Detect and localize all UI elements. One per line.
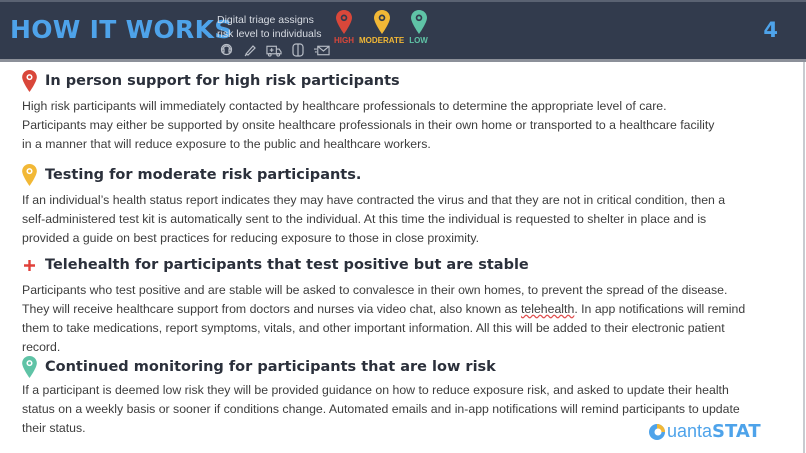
quantastat-logo: [647, 421, 761, 442]
legend-label-high: HIGH: [334, 36, 354, 45]
triage-line-1: Digital triage assigns: [217, 14, 314, 26]
section-title: In person support for high risk participants: [45, 73, 400, 89]
legend-label-low: LOW: [409, 36, 428, 45]
email-icon: [314, 43, 330, 57]
section-high-risk-body: [22, 97, 802, 154]
body-line: them to take medications, report symptoms, vitals, and other important information. All this will be added to their electronic patient: [22, 321, 725, 335]
risk-legend: [334, 10, 428, 45]
medical-cross-icon: [22, 258, 37, 273]
pin-moderate-icon: [374, 10, 390, 34]
body-line: in a manner that will reduce exposure to the public and healthcare workers.: [22, 137, 431, 151]
pin-moderate-icon: [22, 164, 37, 186]
section-title: Continued monitoring for participants that are low risk: [45, 359, 496, 375]
section-title: Testing for moderate risk participants.: [45, 167, 362, 183]
body-line: [22, 300, 802, 319]
telehealth-term: telehealth: [520, 302, 575, 316]
triage-icon-row: [218, 43, 330, 57]
body-line: Participants may either be supported by onsite healthcare professionals in their own home or transported to a healthcare facility: [22, 118, 715, 132]
logo-text-bold: STAT: [712, 421, 761, 442]
legend-moderate: [359, 10, 404, 45]
body-text: . In app notifications will remind: [574, 302, 746, 316]
triage-line-2: risk level to individuals: [217, 28, 322, 40]
section-low-risk-heading: [22, 356, 496, 378]
section-high-risk-heading: [22, 70, 400, 92]
section-title: Telehealth for participants that test positive but are stable: [45, 257, 529, 273]
ambulance-icon: [266, 43, 282, 57]
phone-icon: [290, 43, 306, 57]
legend-low: [409, 10, 428, 45]
page-title: HOW IT WORKS: [10, 15, 233, 44]
section-moderate-risk-body: [22, 191, 802, 248]
headset-icon: [218, 43, 234, 57]
body-line: provided a guide on best practices for reducing exposure to those in close proximity.: [22, 231, 480, 245]
body-line: If a participant is deemed low risk they will be provided guidance on how to reduce exposure risk, and asked to update their health: [22, 383, 729, 397]
triage-description: [217, 13, 321, 41]
section-moderate-risk-heading: [22, 164, 361, 186]
logo-text-light: uanta: [667, 421, 713, 441]
body-line: If an individual’s health status report indicates they may have contracted the virus and that they are not in critical condition, then a: [22, 193, 726, 207]
legend-high: [334, 10, 354, 45]
page-edge-divider: [803, 62, 805, 453]
thermometer-icon: [242, 43, 258, 57]
section-telehealth-heading: [22, 257, 529, 273]
section-telehealth-body: [22, 281, 802, 357]
pin-low-icon: [22, 356, 37, 378]
body-line: status on a weekly basis or sooner if conditions change. Automated emails and in-app notifications will remind participants to update: [22, 402, 740, 416]
body-line: their status.: [22, 421, 86, 435]
pin-low-icon: [411, 10, 427, 34]
logo-q-icon: [647, 422, 667, 442]
pin-high-icon: [336, 10, 352, 34]
legend-label-moderate: MODERATE: [359, 36, 405, 45]
page-number: 4: [763, 18, 778, 42]
body-line: Participants who test positive and are stable will be asked to convalesce in their own homes, to prevent the spread of the disease.: [22, 283, 728, 297]
body-line: High risk participants will immediately contacted by healthcare professionals to determine the appropriate level of care.: [22, 99, 667, 113]
pin-high-icon: [22, 70, 37, 92]
header-banner: [0, 0, 806, 62]
body-text: They will receive healthcare support from doctors and nurses via video chat, also known as: [22, 302, 521, 316]
body-line: record.: [22, 340, 61, 354]
body-line: self-administered test kit is automatically sent to the individual. At this time the individual is requested to shelter in place and is: [22, 212, 707, 226]
